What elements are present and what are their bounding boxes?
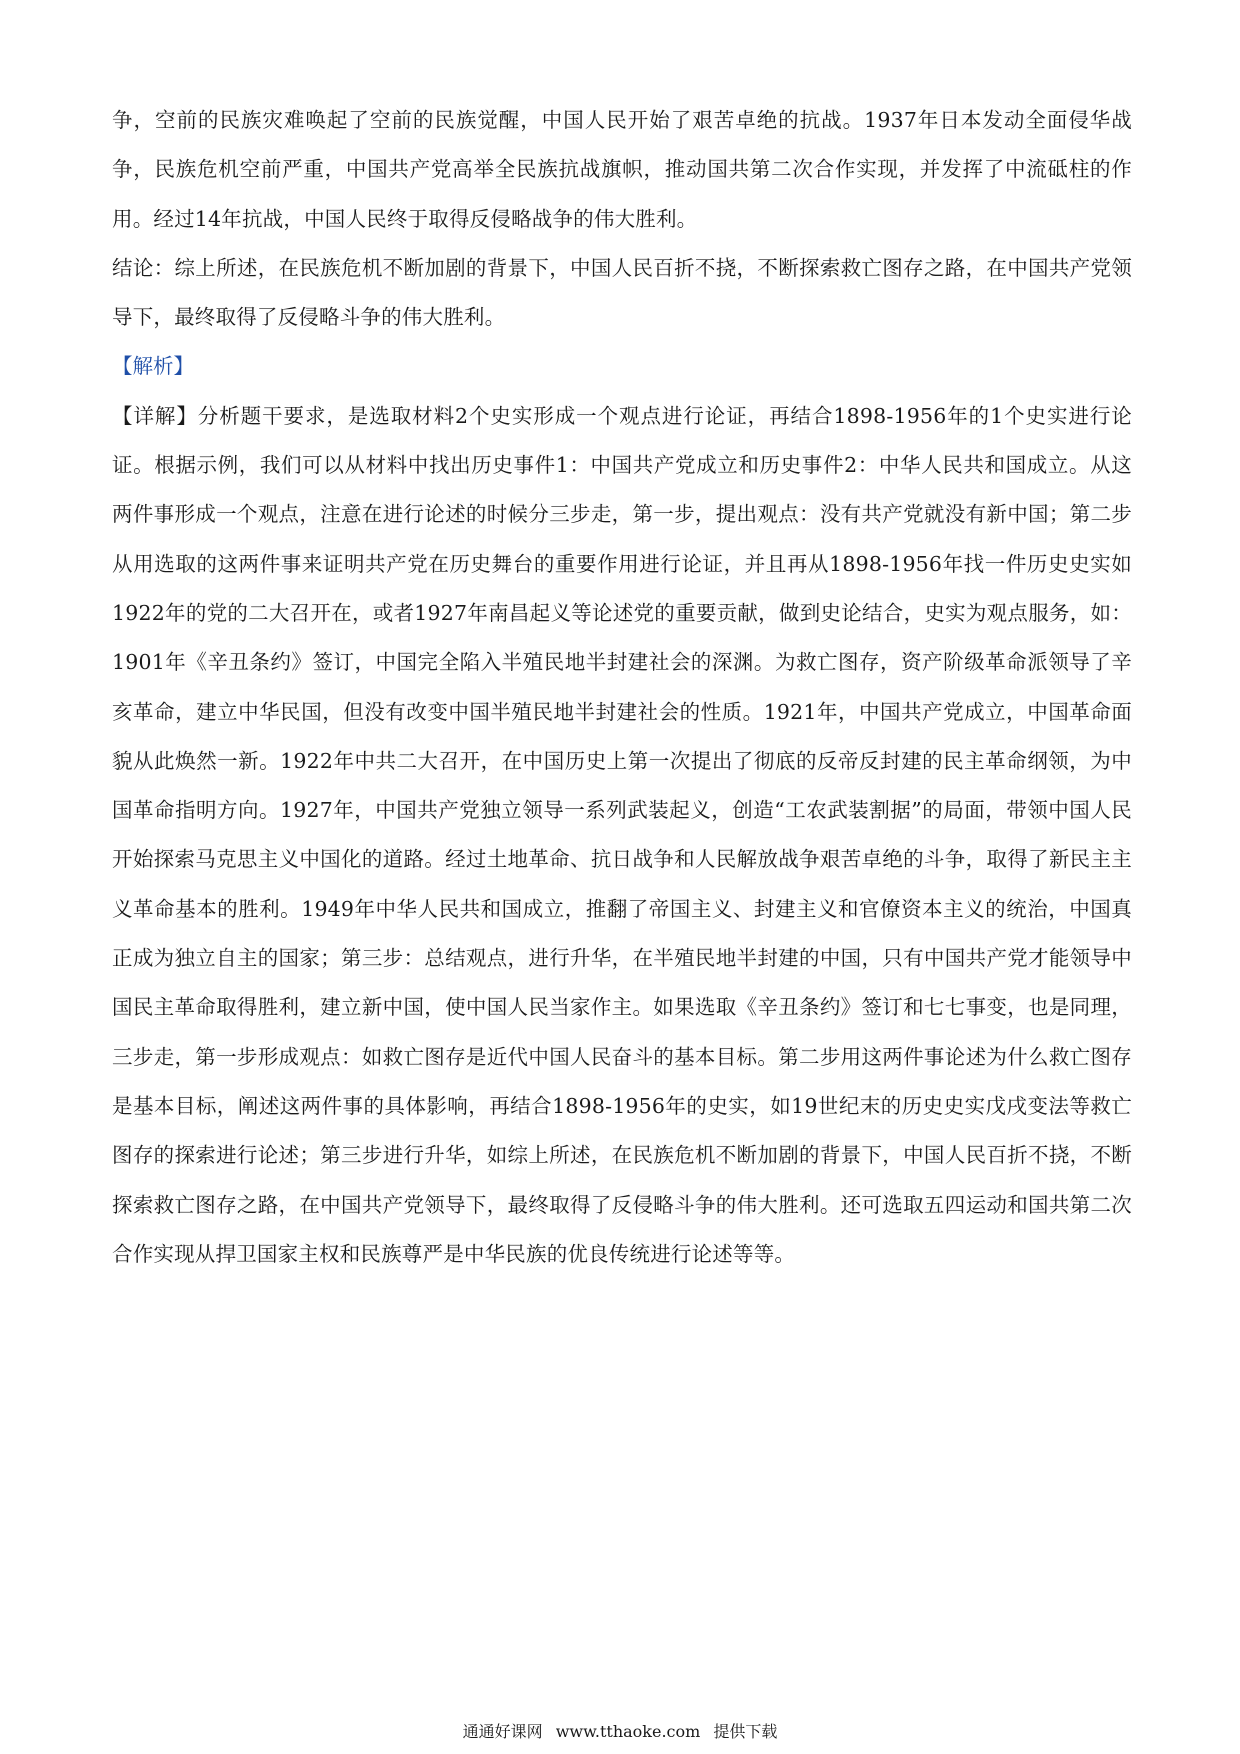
analysis-heading: 【解析】 [112, 354, 194, 379]
detail-paragraph: 【详解】分析题干要求，是选取材料2个史实形成一个观点进行论证，再结合1898-1956年的1个史实进行论证。根据示例，我们可以从材料中找出历史事件1：中国共产党成立和历史事件2：中华人民共和国成立。从这两件事形成一个观点，注意在进行论述的时候分三步走，第一步，提出观点：没有共产党就没有新中国；第二步从用选取的这两件事来证明共产党在历史舞台的重要作用进行论证，并且再从1898-1956年找一件历史史实如1922年的党的二大召开在，或者1927年南昌起义等论述党的重要贡献，做到史论结合，史实为观点服务，如：1901年《辛丑条约》签订，中国完全陷入半殖民地半封建社会的深渊。为救亡图存，资产阶级革命派领导了辛亥革命，建立中华民国，但没有改变中国半殖民地半封建社会的性质。1921年，中国共产党成立，中国革命面貌从此焕然一新。1922年中共二大召开，在中国历史上第一次提出了彻底的反帝反封建的民主革命纲领，为中国革命指明方向。1927年，中国共产党独立领导一系列武装起义，创造“工农武装割据”的局面，带领中国人民开始探索马克思主义中国化的道路。经过土地革命、抗日战争和人民解放战争艰苦卓绝的斗争，取得了新民主主义革命基本的胜利。1949年中华人民共和国成立，推翻了帝国主义、封建主义和官僚资本主义的统治，中国真正成为独立自主的国家；第三步：总结观点，进行升华，在半殖民地半封建的中国，只有中国共产党才能领导中国民主革命取得胜利，建立新中国，使中国人民当家作主。如果选取《辛丑条约》签订和七七事变，也是同理，三步走，第一步形成观点：如救亡图存是近代中国人民奋斗的基本目标。第二步用这两件事论述为什么救亡图存是基本目标，阐述这两件事的具体影响，再结合1898-1956年的史实，如19世纪末的历史史实戊戌变法等救亡图存的探索进行论述；第三步进行升华，如综上所述，在民族危机不断加剧的背景下，中国人民百折不挠，不断探索救亡图存之路，在中国共产党领导下，最终取得了反侵略斗争的伟大胜利。还可选取五四运动和国共第二次合作实现从捍卫国家主权和民族尊严是中华民族的优良传统进行论述等等。 [112, 403, 1132, 1266]
war-paragraph: 争，空前的民族灾难唤起了空前的民族觉醒，中国人民开始了艰苦卓绝的抗战。1937年日本发动全面侵华战争，民族危机空前严重，中国共产党高举全民族抗战旗帜，推动国共第二次合作实现，并发挥了中流砥柱的作用。经过14年抗战，中国人民终于取得反侵略战争的伟大胜利。 [112, 108, 1132, 231]
footer-url[interactable]: www.tthaoke.com [555, 1722, 701, 1741]
page-footer [0, 1722, 1240, 1742]
footer-suffix: 提供下载 [713, 1722, 778, 1741]
conclusion-paragraph: 结论：综上所述，在民族危机不断加剧的背景下，中国人民百折不挠，不断探索救亡图存之路，在中国共产党领导下，最终取得了反侵略斗争的伟大胜利。 [112, 255, 1132, 330]
document-body [112, 96, 1132, 1279]
footer-site-name: 通通好课网 [462, 1722, 543, 1741]
